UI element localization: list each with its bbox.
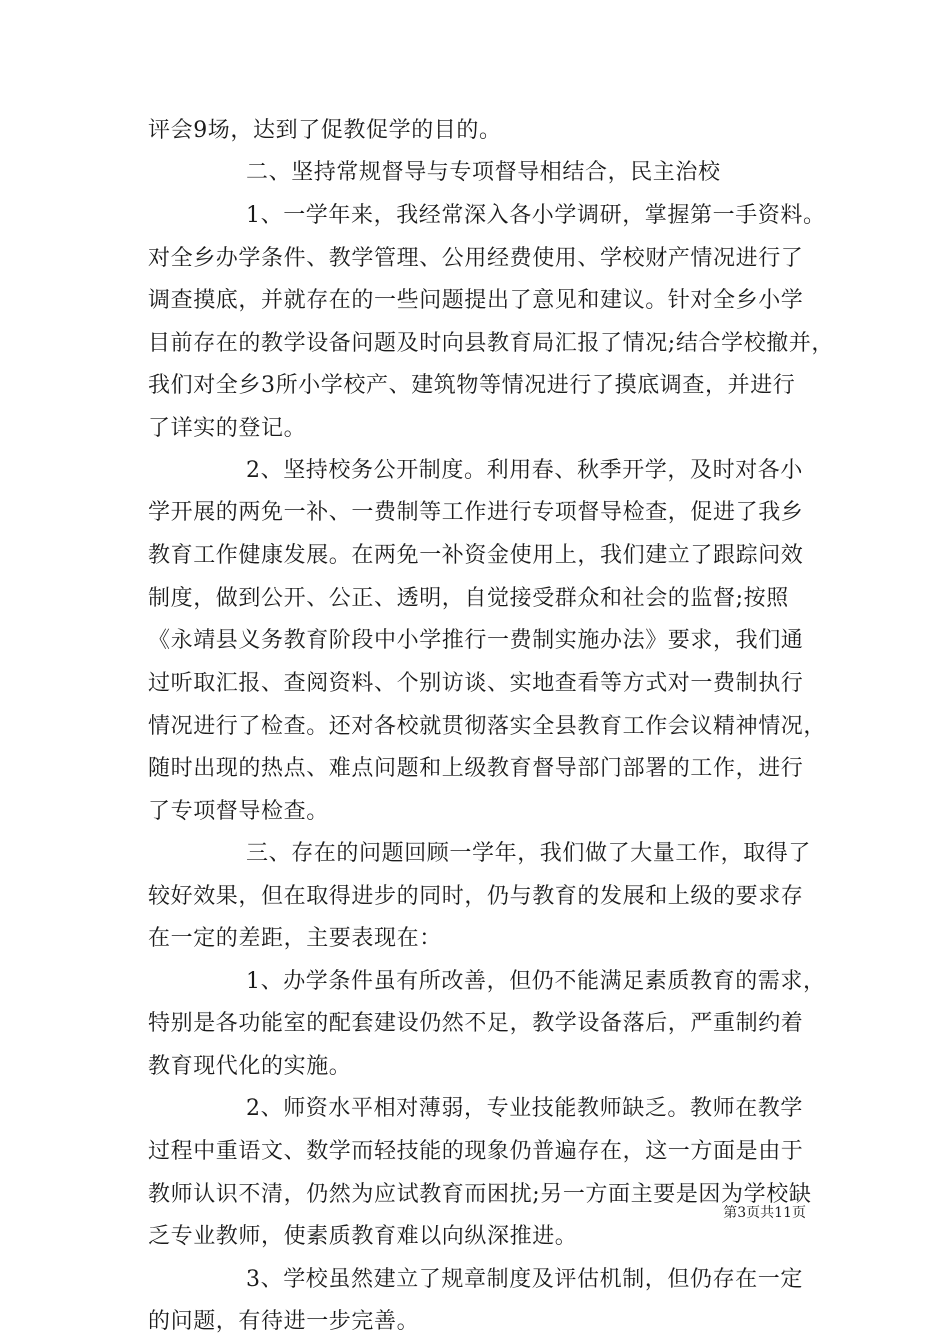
text-line: 教育工作健康发展。在两免一补资金使用上，我们建立了跟踪问效 [148, 543, 804, 568]
text-line: 制度，做到公开、公正、透明，自觉接受群众和社会的监督;按照 [148, 586, 789, 611]
text-line: 了详实的登记。 [148, 416, 307, 441]
text-line: 教育现代化的实施。 [148, 1054, 352, 1079]
text-line: 在一定的差距，主要表现在： [148, 926, 442, 951]
paragraph-start: 3、学校虽然建立了规章制度及评估机制，但仍存在一定 [246, 1267, 803, 1292]
paragraph-start: 1、一学年来，我经常深入各小学调研，掌握第一手资料。 [246, 203, 826, 228]
text-line: 过程中重语文、数学而轻技能的现象仍普遍存在，这一方面是由于 [148, 1139, 804, 1164]
paragraph-start: 2、师资水平相对薄弱，专业技能教师缺乏。教师在教学 [246, 1096, 803, 1121]
text-line: 学开展的两免一补、一费制等工作进行专项督导检查，促进了我乡 [148, 500, 804, 525]
text-line: 《永靖县义务教育阶段中小学推行一费制实施办法》要求，我们通 [148, 628, 804, 653]
text-line: 的问题，有待进一步完善。 [148, 1309, 420, 1334]
text-line: 我们对全乡3所小学校产、建筑物等情况进行了摸底调查，并进行 [148, 373, 796, 398]
text-line: 特别是各功能室的配套建设仍然不足，教学设备落后，严重制约着 [148, 1011, 804, 1036]
paragraph-start: 1、办学条件虽有所改善，但仍不能满足素质教育的需求， [246, 969, 826, 994]
text-line: 了专项督导检查。 [148, 799, 329, 824]
text-line: 目前存在的教学设备问题及时向县教育局汇报了情况;结合学校撤并， [148, 331, 835, 356]
text-line: 调查摸底，并就存在的一些问题提出了意见和建议。针对全乡小学 [148, 288, 804, 313]
text-line: 评会9场，达到了促教促学的目的。 [148, 118, 502, 143]
text-line: 过听取汇报、查阅资料、个别访谈、实地查看等方式对一费制执行 [148, 671, 804, 696]
text-line: 情况进行了检查。还对各校就贯彻落实全县教育工作会议精神情况， [148, 714, 827, 739]
text-line: 随时出现的热点、难点问题和上级教育督导部门部署的工作，进行 [148, 756, 804, 781]
text-line: 乏专业教师，使素质教育难以向纵深推进。 [148, 1224, 578, 1249]
page-number-footer: 第3页共11页 [723, 1205, 806, 1221]
paragraph-start: 2、坚持校务公开制度。利用春、秋季开学，及时对各小 [246, 458, 803, 483]
section-heading: 三、存在的问题回顾一学年，我们做了大量工作，取得了 [246, 841, 812, 866]
text-line: 较好效果，但在取得进步的同时，仍与教育的发展和上级的要求存 [148, 884, 804, 909]
text-line: 教师认识不清，仍然为应试教育而困扰;另一方面主要是因为学校缺 [148, 1182, 812, 1207]
text-line: 对全乡办学条件、教学管理、公用经费使用、学校财产情况进行了 [148, 246, 804, 271]
section-heading: 二、坚持常规督导与专项督导相结合，民主治校 [246, 160, 721, 185]
